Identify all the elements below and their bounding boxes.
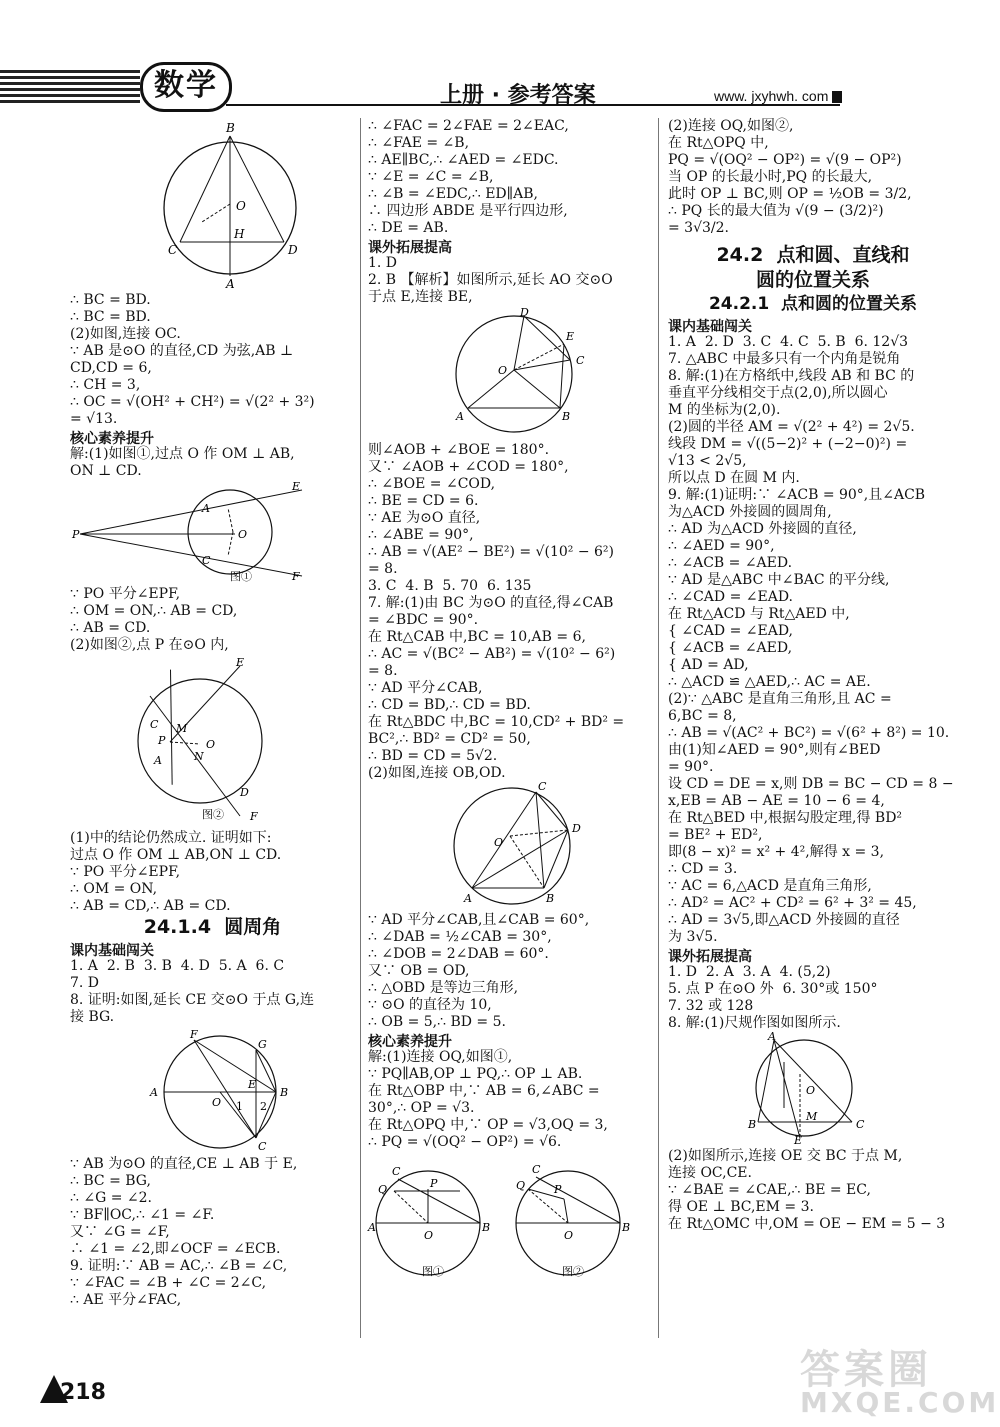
text-line: ∴ ∠1 = ∠2,即∠OCF = ∠ECB. xyxy=(70,1241,281,1257)
svg-text:E: E xyxy=(794,1134,803,1147)
text-line: ∴ AE 平分∠FAC, xyxy=(70,1292,182,1308)
text-line: ∴ ∠DOB = 2∠DAB = 60°. xyxy=(368,946,549,962)
text-line: = 8. xyxy=(368,561,398,577)
svg-text:O: O xyxy=(212,1096,222,1109)
text-line: ∵ AD 是△ABC 中∠BAC 的平分线, xyxy=(668,572,890,588)
text-line: 1. D xyxy=(368,255,398,271)
svg-text:O: O xyxy=(806,1084,816,1097)
text-line: 由(1)知∠AED = 90°,则有∠BED xyxy=(668,742,881,758)
header-square xyxy=(832,91,842,103)
text-line: ∴ AB = √(AC² + BC²) = √(6² + 8²) = 10. xyxy=(668,725,950,741)
text-line: ∴ CD = 3. xyxy=(668,861,738,877)
column-divider xyxy=(360,118,361,1338)
figure-2-point-inside xyxy=(90,656,290,826)
figure-circle-adce xyxy=(448,308,648,438)
text-line: ∴ OM = ON,∴ AB = CD, xyxy=(70,603,238,619)
text-line: (2)∵ △ABC 是直角三角形,且 AC = xyxy=(668,691,892,707)
section-heading: 课外拓展提高 xyxy=(668,949,752,965)
text-line: 所以点 D 在圆 M 内. xyxy=(668,470,800,486)
text-line: CD,CD = 6, xyxy=(70,360,152,376)
text-line: 解:(1)连接 OQ,如图①, xyxy=(368,1049,513,1065)
text-line: ∴ OM = ON, xyxy=(70,881,158,897)
svg-text:C: C xyxy=(258,1140,267,1153)
svg-text:A: A xyxy=(464,892,472,905)
text-line: 当 OP 的长最小时,PQ 的长最大, xyxy=(668,169,873,185)
text-line: 7. △ABC 中最多只有一个内角是锐角 xyxy=(668,351,901,367)
svg-text:E: E xyxy=(566,330,575,343)
column-divider xyxy=(658,118,659,1338)
figure-circle-fgbc xyxy=(120,1028,320,1152)
text-line: 在 Rt△ACD 与 Rt△AED 中, xyxy=(668,606,850,622)
text-line: ∴ BD = CD = 5√2. xyxy=(368,748,498,764)
svg-text:E: E xyxy=(292,480,301,493)
text-line: ∴ ∠AED = 90°, xyxy=(668,538,775,554)
svg-text:O: O xyxy=(238,528,248,541)
text-line: ∵ ∠FAC = ∠B + ∠C = 2∠C, xyxy=(70,1275,267,1291)
text-line: x,EB = AB − AE = 10 − 6 = 4, xyxy=(668,793,885,809)
subsection-title: 24.2.1 点和圆的位置关系 xyxy=(708,294,918,314)
text-line: 接 BG. xyxy=(70,1009,115,1025)
text-line: ∵ BF∥OC,∴ ∠1 = ∠F. xyxy=(70,1207,215,1223)
text-line: ∴ ∠BOE = ∠COD, xyxy=(368,476,496,492)
svg-text:D: D xyxy=(572,822,581,835)
text-line: 即(8 − x)² = x² + 4²,解得 x = 3, xyxy=(668,844,885,860)
text-line: PQ = √(OQ² − OP²) = √(9 − OP²) xyxy=(668,152,902,168)
page-header xyxy=(0,0,1000,120)
column-1 xyxy=(70,118,355,1309)
text-line: 在 Rt△CAB 中,BC = 10,AB = 6, xyxy=(368,629,586,645)
text-line: 7. 32 或 128 xyxy=(668,998,754,1014)
text-line: ∴ AB = CD. xyxy=(70,620,151,636)
section-heading: 课外拓展提高 xyxy=(368,240,452,256)
svg-text:B: B xyxy=(482,1221,491,1234)
svg-text:A: A xyxy=(154,754,162,767)
text-line: BC²,∴ BD² = CD² = 50, xyxy=(368,731,531,747)
text-line: 5. 点 P 在⊙O 外 6. 30°或 150° xyxy=(668,981,878,997)
svg-text:O: O xyxy=(494,836,504,849)
text-line: ∴ ∠FAC = 2∠FAE = 2∠EAC, xyxy=(368,118,569,134)
text-line: ∵ PO 平分∠EPF, xyxy=(70,586,181,602)
text-line: ∴ ∠G = ∠2. xyxy=(70,1190,152,1206)
text-line: ∴ DE = AB. xyxy=(368,220,449,236)
svg-text:E: E xyxy=(248,1078,257,1091)
svg-text:B: B xyxy=(622,1221,631,1234)
text-line: ∴ △OBD 是等边三角形, xyxy=(368,980,519,996)
text-line: 又∵ ∠G = ∠F, xyxy=(70,1224,170,1240)
svg-text:1: 1 xyxy=(236,1100,243,1113)
text-line: 30°,∴ OP = √3. xyxy=(368,1100,475,1116)
text-line: ∴ ∠ABE = 90°, xyxy=(368,527,474,543)
svg-text:A: A xyxy=(226,277,235,291)
svg-text:C: C xyxy=(150,718,159,731)
text-line: 在 Rt△OPQ 中,∵ OP = √3,OQ = 3, xyxy=(368,1117,608,1133)
text-line: ∴ AD = 3√5,即△ACD 外接圆的直径 xyxy=(668,912,900,928)
svg-text:P: P xyxy=(554,1183,562,1196)
text-line: (2)如图,连接 OC. xyxy=(70,326,181,342)
text-line: ∵ AC = 6,△ACD 是直角三角形, xyxy=(668,878,872,894)
svg-text:Q: Q xyxy=(378,1183,388,1196)
text-line: ∵ ∠BAE = ∠CAE,∴ BE = EC, xyxy=(668,1182,871,1198)
watermark-url: MXQE.COM xyxy=(800,1386,1000,1419)
text-line: ∴ OB = 5,∴ BD = 5. xyxy=(368,1014,506,1030)
text-line: = 90°. xyxy=(668,759,714,775)
svg-text:C: C xyxy=(202,554,211,567)
text-line: ∵ AB 是⊙O 的直径,CD 为弦,AB ⊥ xyxy=(70,343,294,359)
text-line: 过点 O 作 OM ⊥ AB,ON ⊥ CD. xyxy=(70,847,282,863)
text-line: (2)连接 OQ,如图②, xyxy=(668,118,794,134)
svg-text:A: A xyxy=(768,1030,776,1043)
text-line: ∴ BC = BG, xyxy=(70,1173,151,1189)
svg-text:Q: Q xyxy=(516,1179,526,1192)
svg-text:F: F xyxy=(292,570,300,583)
text-line: 连接 OC,CE. xyxy=(668,1165,752,1181)
text-line: ∴ PQ = √(OQ² − OP²) = √6. xyxy=(368,1134,562,1150)
text-line: 7. D xyxy=(70,975,100,991)
text-line: ∴ AC = √(BC² − AB²) = √(10² − 6²) xyxy=(368,646,616,662)
svg-text:A: A xyxy=(202,502,210,515)
text-line: 9. 证明:∵ AB = AC,∴ ∠B = ∠C, xyxy=(70,1258,288,1274)
svg-text:B: B xyxy=(546,892,555,905)
text-line: ∵ AD 平分∠CAB, xyxy=(368,680,483,696)
text-line: = √13. xyxy=(70,411,118,427)
section-title: 24.2 点和圆、直线和 xyxy=(716,244,910,266)
text-line: ∴ ∠B = ∠EDC,∴ ED∥AB, xyxy=(368,186,538,202)
text-line: ∴ AD² = AC² + CD² = 6² + 3² = 45, xyxy=(668,895,917,911)
svg-text:C: C xyxy=(856,1118,865,1131)
website-url: www. jxyhwh. com xyxy=(714,88,829,104)
text-line: 垂直平分线相交于点(2,0),所以圆心 xyxy=(668,385,888,401)
watermark: 答案圈 xyxy=(800,1347,932,1393)
text-line: 在 Rt△OBP 中,∵ AB = 6,∠ABC = xyxy=(368,1083,600,1099)
text-line: ∵ PO 平分∠EPF, xyxy=(70,864,181,880)
text-line: ∴ BC = BD. xyxy=(70,309,151,325)
figure-caption: 图① xyxy=(422,1265,444,1278)
svg-text:M: M xyxy=(176,722,188,735)
text-line: ∴ AD 为△ACD 外接圆的直径, xyxy=(668,521,857,537)
section-title: 圆的位置关系 xyxy=(755,269,870,291)
text-line: ∴ PQ 长的最大值为 √(9 − (3/2)²) xyxy=(668,203,884,219)
figure-circle-abcd xyxy=(150,120,350,291)
svg-text:O: O xyxy=(498,364,508,377)
text-line: 在 Rt△BDC 中,BC = 10,CD² + BD² = xyxy=(368,714,625,730)
figure-caption: 图② xyxy=(202,808,224,821)
svg-text:F: F xyxy=(190,1028,198,1041)
svg-text:N: N xyxy=(194,750,204,763)
text-line: ∴ CH = 3, xyxy=(70,377,141,393)
text-line: 为 3√5. xyxy=(668,929,718,945)
svg-text:D: D xyxy=(520,306,529,319)
figure-1-tangent-lines xyxy=(70,482,330,582)
text-line: M 的坐标为(2,0). xyxy=(668,402,781,418)
text-line: ∴ ∠ACB = ∠AED. xyxy=(668,555,793,571)
figure-caption: 图② xyxy=(562,1265,584,1278)
text-line: (2)如图所示,连接 OE 交 BC 于点 M, xyxy=(668,1148,903,1164)
section-heading: 课内基础闯关 xyxy=(668,319,752,335)
text-line: 6,BC = 8, xyxy=(668,708,737,724)
svg-text:C: C xyxy=(532,1163,541,1176)
text-line: 3. C 4. B 5. 70 6. 135 xyxy=(368,578,532,594)
text-line: 8. 证明:如图,延长 CE 交⊙O 于点 G,连 xyxy=(70,992,315,1008)
text-line: 得 OE ⊥ BC,EM = 3. xyxy=(668,1199,814,1215)
text-line: ∴ ∠FAE = ∠B, xyxy=(368,135,470,151)
figure-construction xyxy=(744,1030,944,1147)
text-line: 在 Rt△OMC 中,OM = OE − EM = 5 − 3 xyxy=(668,1216,946,1232)
text-line: 为△ACD 外接圆的圆周角, xyxy=(668,504,832,520)
svg-text:A: A xyxy=(150,1086,158,1099)
text-line: ∴ ∠DAB = ½∠CAB = 30°, xyxy=(368,929,552,945)
page-title: 上册 · 参考答案 xyxy=(440,83,596,108)
svg-text:P: P xyxy=(72,528,80,541)
svg-text:E: E xyxy=(236,656,245,669)
text-line: 1. D 2. A 3. A 4. (5,2) xyxy=(668,964,831,980)
text-line: 在 Rt△OPQ 中, xyxy=(668,135,769,151)
svg-text:G: G xyxy=(258,1038,267,1051)
text-line: 8. 解:(1)在方格纸中,线段 AB 和 BC 的 xyxy=(668,368,915,384)
section-heading: 核心素养提升 xyxy=(368,1034,452,1050)
text-line: 在 Rt△BED 中,根据勾股定理,得 BD² xyxy=(668,810,903,826)
figure-caption: 图① xyxy=(230,570,252,583)
text-line: ∵ AB 为⊙O 的直径,CE ⊥ AB 于 E, xyxy=(70,1156,298,1172)
text-line: = 8. xyxy=(368,663,398,679)
svg-text:O: O xyxy=(424,1229,434,1242)
text-line: 解:(1)如图①,过点 O 作 OM ⊥ AB, xyxy=(70,446,295,462)
text-line: 1. A 2. D 3. C 4. C 5. B 6. 12√3 xyxy=(668,334,909,350)
text-line: √13 < 2√5, xyxy=(668,453,747,469)
text-line: ∵ ⊙O 的直径为 10, xyxy=(368,997,492,1013)
column-2 xyxy=(368,118,650,1287)
text-line: (2)如图,连接 OB,OD. xyxy=(368,765,506,781)
svg-text:O: O xyxy=(206,738,216,751)
figure-pair-circles xyxy=(368,1153,631,1283)
text-line: 又∵ ∠AOB + ∠COD = 180°, xyxy=(368,459,569,475)
svg-text:C: C xyxy=(576,354,585,367)
subject-logo: 数学 xyxy=(140,62,232,112)
text-line: = BE² + ED², xyxy=(668,827,763,843)
text-line: ∵ AE 为⊙O 直径, xyxy=(368,510,481,526)
figure-circle-acdb xyxy=(444,780,644,908)
section-heading: 课内基础闯关 xyxy=(70,943,154,959)
svg-text:A: A xyxy=(368,1221,376,1234)
text-line: 又∵ OB = OD, xyxy=(368,963,470,979)
text-line: ∴ ∠CAD = ∠EAD. xyxy=(668,589,794,605)
text-line: { ∠CAD = ∠EAD, xyxy=(668,623,794,639)
section-title: 24.1.4 圆周角 xyxy=(143,916,282,938)
page-number: 218 xyxy=(60,1380,106,1405)
text-line: 则∠AOB + ∠BOE = 180°. xyxy=(368,442,550,458)
svg-text:P: P xyxy=(158,734,166,747)
svg-text:2: 2 xyxy=(260,1100,267,1113)
svg-text:O: O xyxy=(564,1229,574,1242)
text-line: 此时 OP ⊥ BC,则 OP = ½OB = 3/2, xyxy=(668,186,912,202)
text-line: ∴ 四边形 ABDE 是平行四边形, xyxy=(368,203,568,219)
text-line: ∴ BE = CD = 6. xyxy=(368,493,479,509)
text-line: 设 CD = DE = x,则 DB = BC − CD = 8 − xyxy=(668,776,954,792)
svg-text:D: D xyxy=(288,243,298,257)
svg-text:O: O xyxy=(236,199,246,213)
text-line: 7. 解:(1)由 BC 为⊙O 的直径,得∠CAB xyxy=(368,595,614,611)
section-heading: 核心素养提升 xyxy=(70,431,154,447)
text-line: 2. B 【解析】如图所示,延长 AO 交⊙O xyxy=(368,272,613,288)
text-line: ∴ AB = CD,∴ AB = CD. xyxy=(70,898,231,914)
text-line: ∵ AD 平分∠CAB,且∠CAB = 60°, xyxy=(368,912,590,928)
svg-text:C: C xyxy=(392,1165,401,1178)
svg-text:P: P xyxy=(430,1177,438,1190)
text-line: = ∠BDC = 90°. xyxy=(368,612,479,628)
svg-text:B: B xyxy=(562,410,571,423)
text-line: ∴ CD = BD,∴ CD = BD. xyxy=(368,697,531,713)
svg-text:H: H xyxy=(234,227,245,241)
text-line: ON ⊥ CD. xyxy=(70,463,142,479)
text-line: 1. A 2. B 3. B 4. D 5. A 6. C xyxy=(70,958,285,974)
text-line: ∴ AE∥BC,∴ ∠AED = ∠EDC. xyxy=(368,152,559,168)
svg-text:B: B xyxy=(280,1086,289,1099)
svg-text:B: B xyxy=(748,1118,757,1131)
text-line: ∵ ∠E = ∠C = ∠B, xyxy=(368,169,494,185)
text-line: ∴ △ACD ≌ △AED,∴ AC = AE. xyxy=(668,674,871,690)
svg-text:C: C xyxy=(538,780,547,793)
text-line: { AD = AD, xyxy=(668,657,749,673)
svg-text:D: D xyxy=(240,786,249,799)
svg-text:M: M xyxy=(806,1110,818,1123)
text-line: (1)中的结论仍然成立. 证明如下: xyxy=(70,830,272,846)
header-stripes xyxy=(0,70,140,106)
text-line: 于点 E,连接 BE, xyxy=(368,289,473,305)
text-line: ∴ AB = √(AE² − BE²) = √(10² − 6²) xyxy=(368,544,614,560)
text-line: 9. 解:(1)证明:∵ ∠ACB = 90°,且∠ACB xyxy=(668,487,926,503)
text-line: { ∠ACB = ∠AED, xyxy=(668,640,793,656)
text-line: ∵ PQ∥AB,OP ⊥ PQ,∴ OP ⊥ AB. xyxy=(368,1066,583,1082)
text-line: 8. 解:(1)尺规作图如图所示. xyxy=(668,1015,841,1031)
svg-text:B: B xyxy=(226,121,235,135)
text-line: = 3√3/2. xyxy=(668,220,729,236)
svg-text:C: C xyxy=(168,243,178,257)
text-line: ∴ OC = √(OH² + CH²) = √(2² + 3²) xyxy=(70,394,315,410)
text-line: ∴ BC = BD. xyxy=(70,292,151,308)
text-line: (2)如图②,点 P 在⊙O 内, xyxy=(70,637,229,653)
column-3 xyxy=(668,118,958,1233)
svg-text:F: F xyxy=(250,810,258,823)
text-line: 线段 DM = √((5−2)² + (−2−0)²) = xyxy=(668,436,908,452)
svg-text:A: A xyxy=(456,410,464,423)
text-line: (2)圆的半径 AM = √(2² + 4²) = 2√5. xyxy=(668,419,915,435)
